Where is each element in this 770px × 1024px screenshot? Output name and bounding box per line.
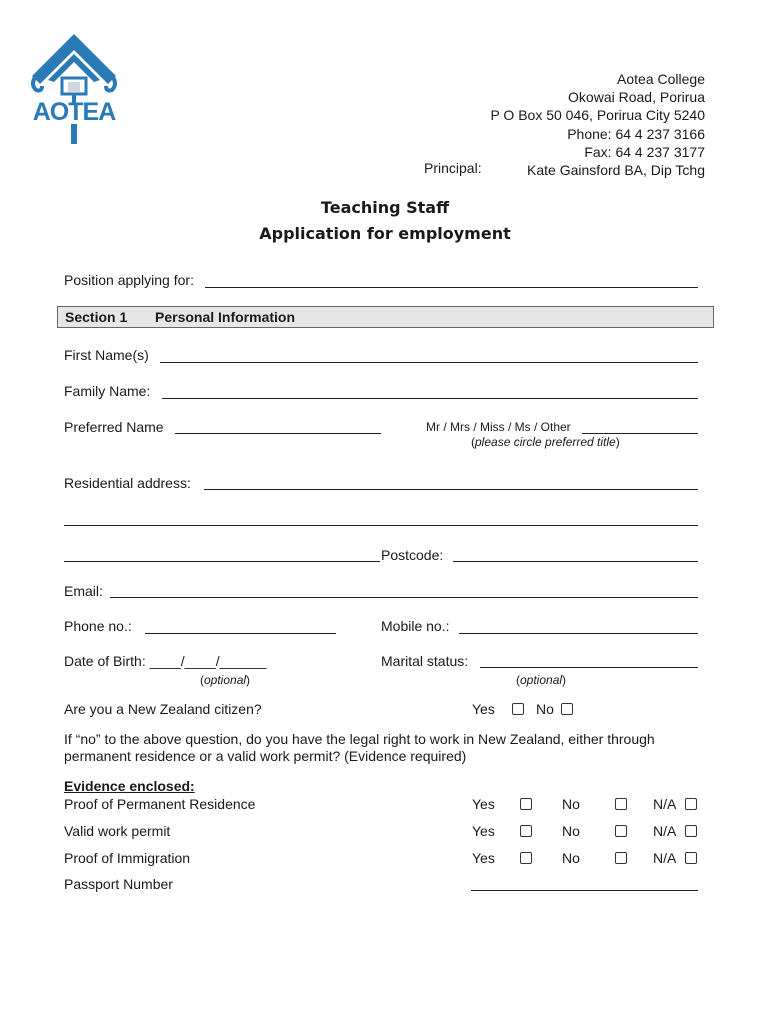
marital-optional-note: (optional) [516, 673, 567, 687]
position-field[interactable] [205, 287, 698, 288]
immigration-no-checkbox[interactable] [615, 852, 627, 864]
nz-citizen-no-label: No [536, 701, 554, 717]
family-name-label: Family Name: [64, 383, 151, 399]
evidence-na-label: N/A [653, 796, 677, 812]
mobile-field[interactable] [459, 633, 698, 634]
work-permit-yes-checkbox[interactable] [520, 825, 532, 837]
evidence-yes-label: Yes [472, 796, 495, 812]
section-header [57, 306, 714, 328]
evidence-no-label: No [562, 850, 580, 866]
residential-address-line3[interactable] [64, 561, 380, 562]
nz-citizen-yes-checkbox[interactable] [512, 703, 524, 715]
work-permit-no-checkbox[interactable] [615, 825, 627, 837]
evidence-no-label: No [562, 796, 580, 812]
principal-name: Kate Gainsford BA, Dip Tchg [527, 162, 705, 179]
school-address [490, 70, 705, 179]
aotea-logo [28, 32, 120, 146]
address-line: Aotea College [617, 71, 705, 87]
residence-no-checkbox[interactable] [615, 798, 627, 810]
logo-text: AOTEA [32, 98, 116, 126]
family-name-field[interactable] [162, 398, 698, 399]
postcode-field[interactable] [453, 561, 698, 562]
dob-field[interactable]: Date of Birth: ____/____/______ [64, 653, 267, 669]
evidence-item-label: Proof of Immigration [64, 850, 191, 866]
immigration-yes-checkbox[interactable] [520, 852, 532, 864]
residential-address-field[interactable] [204, 489, 698, 490]
marital-label: Marital status: [381, 653, 469, 669]
section-name: Personal Information [155, 309, 296, 325]
passport-field[interactable] [471, 890, 698, 891]
evidence-no-label: No [562, 823, 580, 839]
evidence-yes-label: Yes [472, 823, 495, 839]
marital-field[interactable] [480, 667, 698, 668]
work-permit-na-checkbox[interactable] [685, 825, 697, 837]
preferred-name-label: Preferred Name [64, 419, 164, 435]
phone-field[interactable] [145, 633, 336, 634]
email-field[interactable] [110, 597, 698, 598]
dob-optional-note: (optional) [200, 673, 251, 687]
residential-address-line2[interactable] [64, 525, 698, 526]
nz-citizen-no-checkbox[interactable] [561, 703, 573, 715]
address-line: P O Box 50 046, Porirua City 5240 [490, 107, 705, 124]
page-subtitle: Application for employment [259, 224, 511, 243]
residential-address-label: Residential address: [64, 475, 191, 491]
immigration-na-checkbox[interactable] [685, 852, 697, 864]
residence-yes-checkbox[interactable] [520, 798, 532, 810]
address-line: Fax: 64 4 237 3177 [584, 143, 705, 160]
legal-right-question: If “no” to the above question, do you have the legal right to work in New Zealand, either through [64, 731, 655, 747]
email-label: Email: [64, 583, 103, 599]
title-note: (please circle preferred title) [471, 435, 620, 449]
evidence-item-label: Valid work permit [64, 823, 171, 839]
section-number: Section 1 [65, 309, 128, 325]
residence-na-checkbox[interactable] [685, 798, 697, 810]
address-line: Phone: 64 4 237 3166 [567, 125, 705, 142]
phone-label: Phone no.: [64, 618, 132, 634]
evidence-yes-label: Yes [472, 850, 495, 866]
passport-label: Passport Number [64, 876, 173, 892]
first-name-field[interactable] [160, 362, 698, 363]
address-line: Okowai Road, Porirua [568, 89, 705, 106]
nz-citizen-yes-label: Yes [472, 701, 495, 717]
first-name-label: First Name(s) [64, 347, 149, 363]
title-options: Mr / Mrs / Miss / Ms / Other [426, 420, 571, 434]
postcode-label: Postcode: [381, 547, 444, 563]
preferred-name-field[interactable] [175, 433, 381, 434]
title-other-field[interactable] [582, 433, 698, 434]
principal-label: Principal: [424, 160, 482, 176]
legal-right-question-cont: permanent residence or a valid work permit? (Evidence required) [64, 748, 467, 764]
evidence-na-label: N/A [653, 850, 677, 866]
evidence-item-label: Proof of Permanent Residence [64, 796, 256, 812]
evidence-heading: Evidence enclosed: [64, 778, 195, 794]
mobile-label: Mobile no.: [381, 618, 450, 634]
evidence-na-label: N/A [653, 823, 677, 839]
nz-citizen-label: Are you a New Zealand citizen? [64, 701, 262, 717]
page-title: Teaching Staff [320, 198, 450, 217]
position-label: Position applying for: [64, 272, 194, 288]
